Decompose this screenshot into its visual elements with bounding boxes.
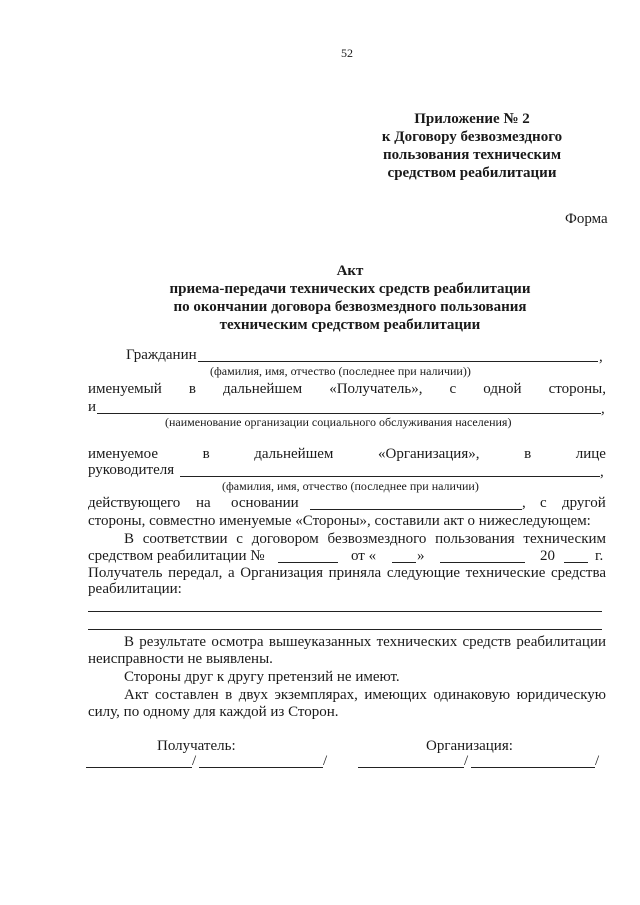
signature-organization-label: Организация: xyxy=(426,738,513,754)
organization-name-field[interactable] xyxy=(97,413,601,414)
basis-field[interactable] xyxy=(310,509,522,510)
contract-line-2b: от « xyxy=(351,548,377,564)
org-word-3: дальнейшем xyxy=(254,446,334,462)
citizen-label: Гражданин xyxy=(126,347,197,363)
page-number: 52 xyxy=(341,46,353,60)
contract-line-4: реабилитации: xyxy=(88,581,182,597)
citizen-comma: , xyxy=(599,349,603,365)
devices-field-2[interactable] xyxy=(88,629,602,630)
recipient-word-1: именуемый xyxy=(88,381,162,397)
recipient-word-3: дальнейшем xyxy=(222,381,303,397)
signature-recipient-label: Получатель: xyxy=(157,738,236,754)
organization-signature-field[interactable] xyxy=(358,767,464,768)
copies-line-1: Акт составлен в двух экземплярах, имеющих одинаковую юридическую xyxy=(124,687,606,703)
organization-name-signature-field[interactable] xyxy=(471,767,595,768)
org-word-2: в xyxy=(202,446,210,462)
recipient-word-6: одной xyxy=(483,381,522,397)
appendix-line-3: пользования техническим xyxy=(382,147,562,163)
appendix-line-2: к Договору безвозмездного xyxy=(381,129,563,145)
title-line-2: приема-передачи технических средств реабилитации xyxy=(169,281,531,297)
appendix-line-4: средством реабилитации xyxy=(387,165,557,181)
basis-word-1: действующего xyxy=(88,495,181,511)
claims-line: Стороны друг к другу претензий не имеют. xyxy=(124,669,400,685)
recipient-name-field[interactable] xyxy=(199,767,323,768)
contract-line-3: Получатель передал, а Организация приняла следующие технические средства xyxy=(88,565,606,581)
contract-line-2c: » xyxy=(417,548,425,564)
recipient-slash-2: / xyxy=(323,753,328,769)
recipient-signature-field[interactable] xyxy=(86,767,192,768)
contract-line-2e: г. xyxy=(595,548,604,564)
citizen-hint: (фамилия, имя, отчество (последнее при наличии)) xyxy=(210,364,471,378)
title-line-3: по окончании договора безвозмездного пользования xyxy=(173,299,527,315)
recipient-line xyxy=(88,380,606,398)
copies-line-2: силу, по одному для каждой из Сторон. xyxy=(88,704,339,720)
and-comma: , xyxy=(601,401,605,417)
recipient-slash-1: / xyxy=(192,753,197,769)
form-label: Форма xyxy=(565,211,608,227)
contract-year-field[interactable] xyxy=(564,562,588,563)
basis-word-3: основании xyxy=(231,495,299,511)
head-name-field[interactable] xyxy=(180,476,600,477)
organization-slash-1: / xyxy=(464,753,469,769)
contract-day-field[interactable] xyxy=(392,562,416,563)
and-label: и xyxy=(88,399,97,415)
and-hint: (наименование организации социального обслуживания населения) xyxy=(165,415,512,429)
contract-line-1: В соответствии с договором безвозмездного пользования техническим xyxy=(124,531,606,547)
title-line-1: Акт xyxy=(336,263,364,279)
contract-month-field[interactable] xyxy=(440,562,525,563)
parties-line: стороны, совместно именуемые «Стороны», составили акт о нижеследующем: xyxy=(88,513,591,529)
recipient-word-2: в xyxy=(188,381,196,397)
result-line-2: неисправности не выявлены. xyxy=(88,651,273,667)
contract-line-2a: средством реабилитации № xyxy=(88,548,265,564)
document-title xyxy=(140,262,560,334)
head-label: руководителя xyxy=(88,462,175,478)
title-line-4: техническим средством реабилитации xyxy=(219,317,481,333)
appendix-line-1: Приложение № 2 xyxy=(414,111,530,127)
basis-word-6: другой xyxy=(562,495,606,511)
contract-line-2d: 20 xyxy=(540,548,555,564)
contract-number-field[interactable] xyxy=(278,562,338,563)
org-word-4: «Организация», xyxy=(378,446,480,462)
org-word-5: в xyxy=(524,446,532,462)
basis-word-5: с xyxy=(540,495,547,511)
basis-comma: , xyxy=(522,495,526,511)
citizen-name-field[interactable] xyxy=(198,361,598,362)
org-word-1: именуемое xyxy=(88,446,158,462)
appendix-header xyxy=(362,110,582,182)
recipient-word-7: стороны, xyxy=(548,381,606,397)
head-comma: , xyxy=(600,464,604,480)
recipient-word-5: с xyxy=(449,381,457,397)
basis-word-2: на xyxy=(196,495,211,511)
result-line-1: В результате осмотра вышеуказанных технических средств реабилитации xyxy=(124,634,606,650)
head-hint: (фамилия, имя, отчество (последнее при наличии) xyxy=(222,479,479,493)
organization-slash-2: / xyxy=(595,753,600,769)
devices-field-1[interactable] xyxy=(88,611,602,612)
org-word-6: лице xyxy=(575,446,606,462)
recipient-word-4: «Получатель», xyxy=(329,381,423,397)
